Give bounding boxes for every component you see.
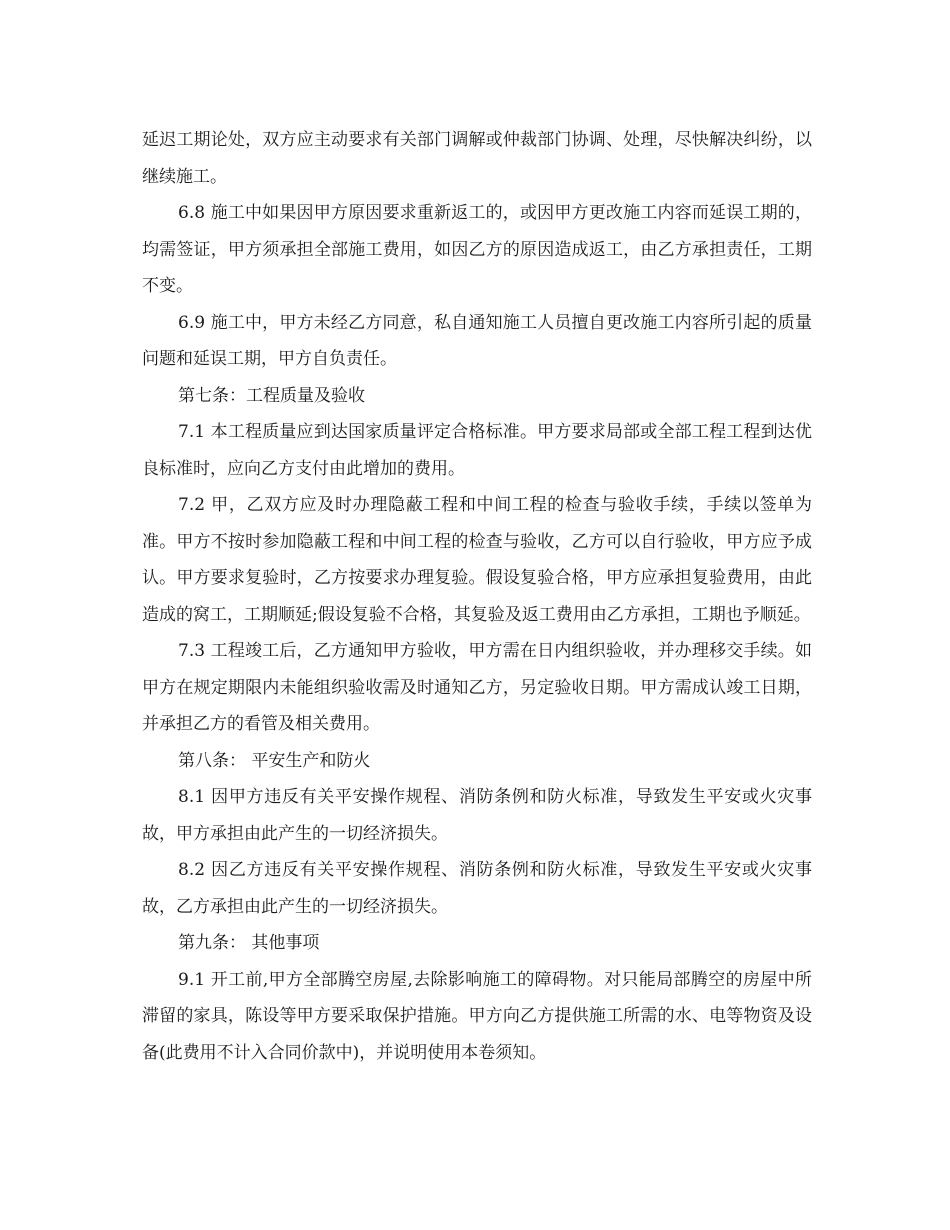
article-7-heading: 第七条：工程质量及验收: [178, 385, 365, 406]
clause-6-8: 6.8 施工中如果因甲方原因要求重新返工的，或因甲方更改施工内容而延误工期的，均需签证，甲方须承担全部施工费用，如因乙方的原因造成返工，由乙方承担责任，工期不变。: [142, 203, 812, 296]
paragraph-continuation: 延迟工期论处，双方应主动要求有关部门调解或仲裁部门协调、处理，尽快解决纠纷，以继续施工。: [142, 130, 812, 187]
document-body: [142, 122, 812, 1071]
clause-8-2: 8.2 因乙方违反有关平安操作规程、消防条例和防火标准，导致发生平安或火灾事故，乙方承担由此产生的一切经济损失。: [142, 860, 812, 917]
clause-7-2: 7.2 甲，乙双方应及时办理隐蔽工程和中间工程的检查与验收手续，手续以签单为准。甲方不按时参加隐蔽工程和中间工程的检查与验收，乙方可以自行验收，甲方应予成认。甲方要求复验时，乙方按要求办理复验。假设复验合格，甲方应承担复验费用，由此造成的窝工，工期顺延;假设复验不合格，其复验及返工费用由乙方承担，工期也予顺延。: [142, 495, 812, 625]
clause-9-1: 9.1 开工前,甲方全部腾空房屋,去除影响施工的障碍物。对只能局部腾空的房屋中所滞留的家具，陈设等甲方要采取保护措施。甲方向乙方提供施工所需的水、电等物资及设备(此费用不计入合同价款中)，并说明使用本卷须知。: [142, 969, 812, 1063]
clause-8-1: 8.1 因甲方违反有关平安操作规程、消防条例和防火标准，导致发生平安或火灾事故，甲方承担由此产生的一切经济损失。: [142, 787, 812, 844]
article-8-heading: 第八条： 平安生产和防火: [178, 750, 371, 771]
clause-7-1: 7.1 本工程质量应到达国家质量评定合格标准。甲方要求局部或全部工程工程到达优良标准时，应向乙方支付由此增加的费用。: [142, 422, 812, 479]
clause-6-9: 6.9 施工中，甲方未经乙方同意，私自通知施工人员擅自更改施工内容所引起的质量问题和延误工期，甲方自负责任。: [142, 312, 812, 369]
clause-7-3: 7.3 工程竣工后，乙方通知甲方验收，甲方需在日内组织验收，并办理移交手续。如甲方在规定期限内未能组织验收需及时通知乙方，另定验收日期。甲方需成认竣工日期，并承担乙方的看管及相关费用。: [142, 641, 812, 734]
article-9-heading: 第九条： 其他事项: [178, 933, 320, 953]
